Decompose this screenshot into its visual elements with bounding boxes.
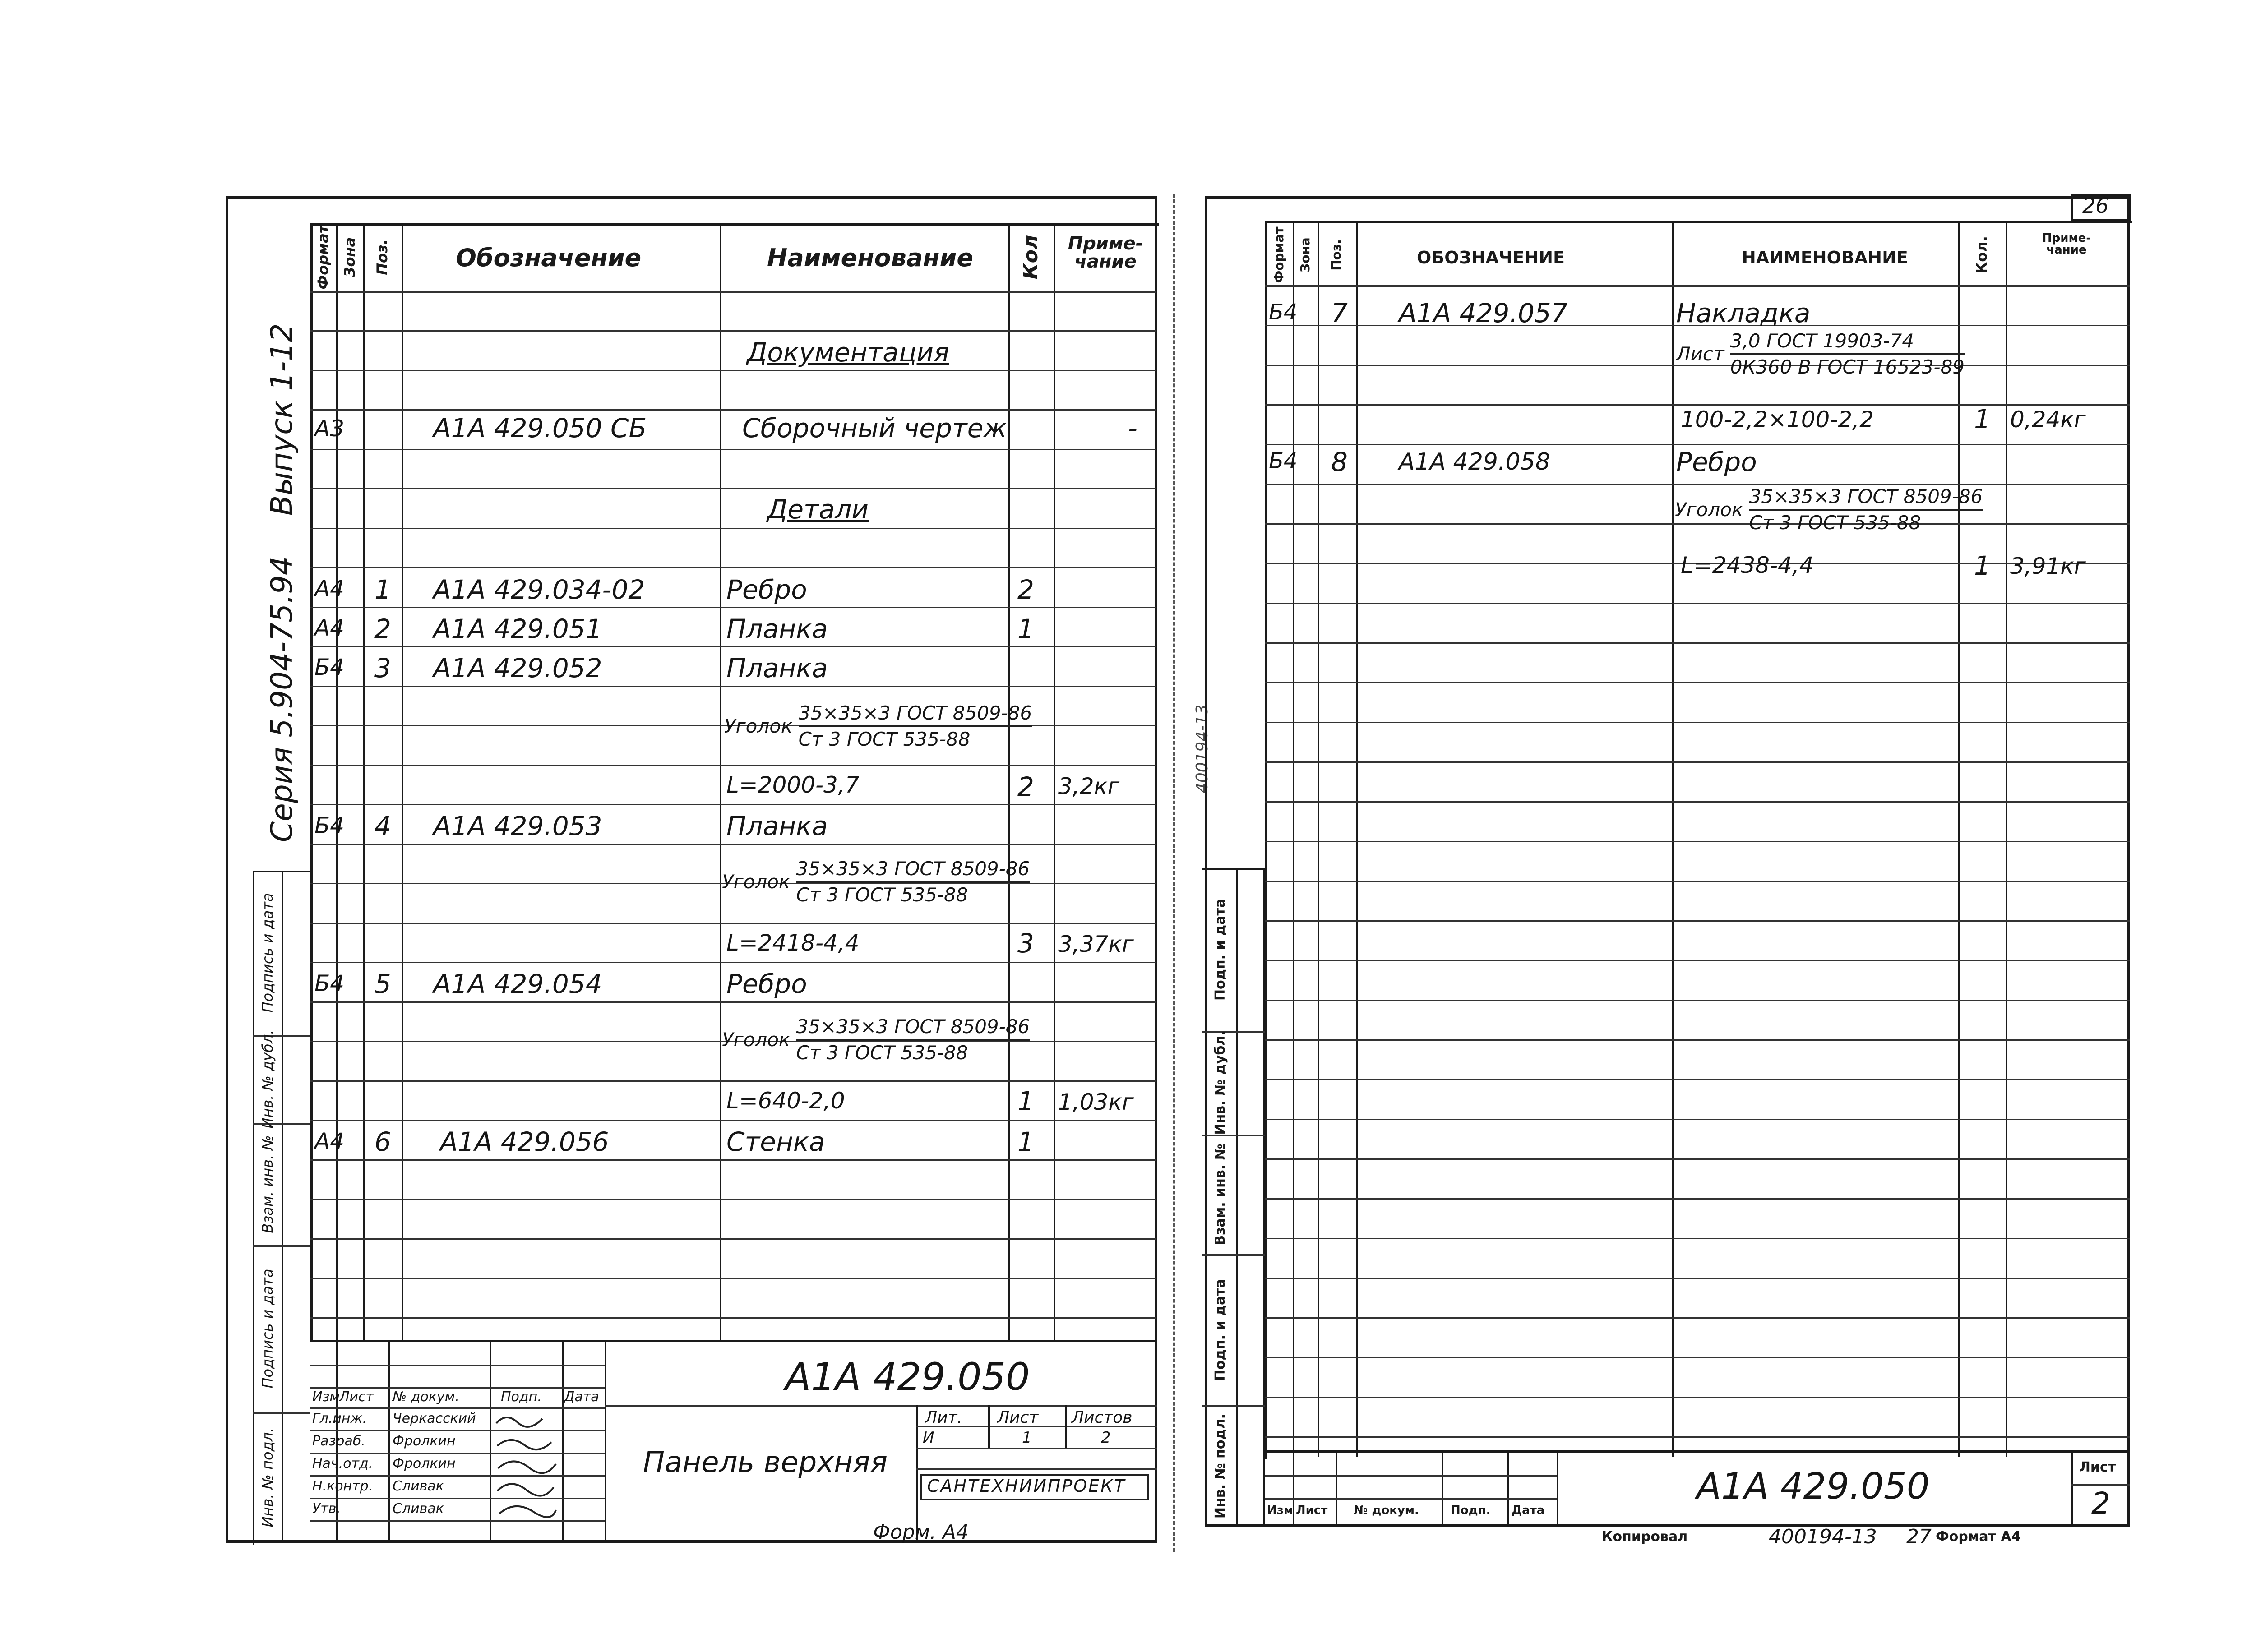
row-rule bbox=[1265, 1000, 2130, 1001]
binding-line bbox=[1173, 194, 1175, 1552]
side-label-inv-dup: Инв. № дубл. bbox=[259, 1029, 276, 1129]
role-1: Гл.инж. bbox=[312, 1411, 367, 1426]
row-rule bbox=[310, 686, 1156, 687]
header-format: Формат bbox=[314, 225, 332, 290]
r-row5-pos: 8 bbox=[1331, 447, 1348, 477]
material-denominator: Ст 3 ГОСТ 535-88 bbox=[1749, 512, 1921, 534]
row12-name: Планка bbox=[726, 811, 828, 841]
org-name: САНТЕХНИИПРОЕКТ bbox=[927, 1476, 1126, 1496]
row7-name: Планка bbox=[726, 614, 828, 644]
header-name: Наименование bbox=[767, 244, 974, 272]
row-rule bbox=[310, 923, 1156, 924]
row7-qty: 1 bbox=[1017, 614, 1034, 644]
row9-material bbox=[724, 704, 1032, 749]
material-numerator: 35×35×3 ГОСТ 8509-86 bbox=[796, 859, 1030, 883]
row-rule bbox=[1265, 1039, 2130, 1041]
footer-copied: Копировал bbox=[1602, 1529, 1688, 1545]
series-label: Серия 5.904-75.94 bbox=[264, 556, 299, 842]
row7-pos: 2 bbox=[374, 614, 391, 644]
side-label-sign-date-1: Подп. и дата bbox=[1212, 898, 1228, 1001]
row-rule bbox=[310, 1120, 1156, 1121]
row-rule bbox=[1265, 603, 2130, 604]
section-parts: Детали bbox=[767, 494, 869, 525]
r-title-code: А1А 429.050 bbox=[1697, 1465, 1930, 1507]
row16-name: Ребро bbox=[726, 969, 807, 999]
title-hdr-sheet: Лист bbox=[339, 1389, 374, 1405]
row6-designation: А1А 429.034-02 bbox=[433, 574, 645, 605]
row12-designation: А1А 429.053 bbox=[433, 811, 602, 841]
row-rule bbox=[310, 1001, 1156, 1003]
row-rule bbox=[310, 567, 1156, 568]
row-rule bbox=[310, 370, 1156, 371]
row-rule bbox=[1265, 642, 2130, 644]
header-note: Приме- чание bbox=[2042, 231, 2091, 257]
side-label-inv-orig: Инв. № подл. bbox=[259, 1427, 276, 1527]
row8-pos: 3 bbox=[374, 653, 391, 683]
row-rule bbox=[310, 1278, 1156, 1279]
row13-material bbox=[722, 859, 1030, 904]
row-rule bbox=[310, 804, 1156, 805]
row-rule bbox=[1265, 1357, 2130, 1358]
row-rule bbox=[1265, 761, 2130, 763]
material-prefix: Уголок bbox=[1675, 498, 1743, 521]
row3-name: Сборочный чертеж bbox=[742, 413, 1007, 443]
section-documentation: Документация bbox=[747, 337, 949, 368]
material-numerator: 35×35×3 ГОСТ 8509-86 bbox=[1749, 487, 1983, 511]
row-rule bbox=[1265, 881, 2130, 882]
row6-format: А4 bbox=[314, 576, 345, 602]
row-rule bbox=[310, 409, 1156, 411]
row12-format: Б4 bbox=[314, 812, 345, 839]
row3-format: А3 bbox=[314, 415, 345, 442]
side-label-sign-date-2: Подп. и дата bbox=[1212, 1278, 1228, 1381]
row20-pos: 6 bbox=[374, 1126, 391, 1157]
material-fraction bbox=[1749, 487, 1983, 532]
row20-qty: 1 bbox=[1017, 1126, 1034, 1157]
name-5: Сливак bbox=[393, 1501, 444, 1517]
row-rule bbox=[310, 962, 1156, 963]
row-rule bbox=[1265, 960, 2130, 961]
footer-format: Формат А4 bbox=[1936, 1529, 2021, 1545]
header-qty: Кол bbox=[1019, 235, 1042, 280]
r-row1-designation: А1А 429.057 bbox=[1399, 298, 1568, 328]
title-hdr-doc: № докум. bbox=[393, 1389, 459, 1405]
role-2: Разраб. bbox=[312, 1433, 365, 1449]
row-rule bbox=[310, 607, 1156, 608]
row8-name: Планка bbox=[726, 653, 828, 683]
row6-qty: 2 bbox=[1017, 574, 1034, 605]
row-rule bbox=[310, 1317, 1156, 1319]
role-5: Утв. bbox=[312, 1501, 341, 1517]
r-row4-mass: 0,24кг bbox=[2010, 406, 2086, 433]
row15-length: L=2418-4,4 bbox=[726, 930, 860, 956]
row-rule bbox=[310, 528, 1156, 529]
r-row1-format: Б4 bbox=[1269, 300, 1298, 325]
row11-mass: 3,2кг bbox=[1058, 773, 1119, 799]
header-name: НАИМЕНОВАНИЕ bbox=[1742, 248, 1908, 268]
header-pos: Поз. bbox=[374, 239, 391, 275]
header-designation: Обозначение bbox=[456, 244, 642, 272]
row-rule bbox=[310, 330, 1156, 332]
row-rule bbox=[1265, 1079, 2130, 1080]
row8-designation: А1А 429.052 bbox=[433, 653, 602, 683]
row-rule bbox=[1265, 444, 2130, 445]
row6-name: Ребро bbox=[726, 574, 807, 605]
row-rule bbox=[1265, 1238, 2130, 1239]
row11-qty: 2 bbox=[1017, 771, 1034, 802]
header-format: Формат bbox=[1271, 226, 1286, 283]
material-numerator: 35×35×3 ГОСТ 8509-86 bbox=[799, 704, 1032, 727]
row-rule bbox=[310, 1159, 1156, 1161]
center-stamp-1: 400194-13 bbox=[1193, 704, 1211, 794]
issue-label: Выпуск 1-12 bbox=[264, 323, 299, 516]
material-numerator: 35×35×3 ГОСТ 8509-86 bbox=[796, 1017, 1030, 1041]
row-rule bbox=[310, 488, 1156, 489]
title-code: А1А 429.050 bbox=[785, 1355, 1030, 1399]
r-row5-format: Б4 bbox=[1269, 448, 1298, 474]
row-rule bbox=[310, 765, 1156, 766]
row-rule bbox=[1265, 722, 2130, 723]
title-hdr-change: Изм bbox=[312, 1389, 340, 1405]
row20-designation: А1А 429.056 bbox=[440, 1126, 609, 1157]
material-fraction bbox=[1730, 332, 1965, 377]
lit-value: И bbox=[923, 1429, 934, 1447]
footer-page: 27 bbox=[1906, 1525, 1932, 1548]
right-side-stamp bbox=[1202, 868, 1265, 1529]
row16-format: Б4 bbox=[314, 970, 345, 997]
row17-material bbox=[722, 1017, 1030, 1062]
row15-mass: 3,37кг bbox=[1058, 931, 1134, 957]
row20-format: А4 bbox=[314, 1128, 345, 1154]
row-rule bbox=[1265, 1436, 2130, 1438]
r-row8-length: L=2438-4,4 bbox=[1681, 552, 1814, 578]
side-label-sign-date-1: Подпись и дата bbox=[259, 893, 276, 1013]
row-rule bbox=[1265, 682, 2130, 683]
row19-mass: 1,03кг bbox=[1058, 1089, 1134, 1115]
row15-qty: 3 bbox=[1017, 928, 1034, 959]
name-4: Сливак bbox=[393, 1478, 444, 1494]
name-1: Черкасский bbox=[393, 1411, 476, 1426]
r-row5-designation: А1А 429.058 bbox=[1399, 448, 1550, 475]
row7-format: А4 bbox=[314, 615, 345, 641]
row19-qty: 1 bbox=[1017, 1086, 1034, 1117]
footer-order: 400194-13 bbox=[1769, 1525, 1877, 1548]
row-rule bbox=[1265, 484, 2130, 485]
title-hdr-sign: Подп. bbox=[501, 1389, 542, 1405]
row-rule bbox=[310, 449, 1156, 450]
header-zone: Зона bbox=[341, 237, 358, 277]
r-title-hdr-doc: № докум. bbox=[1354, 1504, 1419, 1517]
row6-pos: 1 bbox=[374, 574, 391, 605]
row12-pos: 4 bbox=[374, 811, 391, 841]
material-denominator: Ст 3 ГОСТ 535-88 bbox=[796, 884, 968, 906]
r-title-hdr-sheet: Лист bbox=[1296, 1504, 1328, 1517]
row-rule bbox=[1265, 1119, 2130, 1120]
r-row1-name: Накладка bbox=[1676, 298, 1811, 328]
row-rule bbox=[310, 1199, 1156, 1200]
material-fraction bbox=[796, 859, 1030, 904]
row-rule bbox=[1265, 404, 2130, 406]
title-name: Панель верхняя bbox=[643, 1446, 888, 1479]
row-rule bbox=[1265, 920, 2130, 922]
material-prefix: Лист bbox=[1676, 343, 1724, 365]
material-fraction bbox=[796, 1017, 1030, 1062]
material-fraction bbox=[799, 704, 1032, 749]
side-label-sign-date-2: Подпись и дата bbox=[259, 1269, 276, 1389]
sheet-label: Лист bbox=[997, 1408, 1039, 1427]
header-qty: Кол. bbox=[1973, 236, 1990, 274]
side-label-inv-orig: Инв. № подл. bbox=[1212, 1413, 1228, 1519]
row16-designation: А1А 429.054 bbox=[433, 969, 602, 999]
row11-length: L=2000-3,7 bbox=[726, 772, 860, 798]
r-title-hdr-date: Дата bbox=[1512, 1504, 1545, 1517]
sheets-value: 2 bbox=[1101, 1429, 1111, 1447]
side-label-replace-inv: Взам. инв. № bbox=[1212, 1144, 1228, 1246]
row-rule bbox=[310, 1238, 1156, 1240]
lit-label: Лит. bbox=[925, 1408, 962, 1427]
header-zone: Зона bbox=[1298, 237, 1313, 272]
r-row4-size: 100-2,2×100-2,2 bbox=[1681, 406, 1874, 433]
r-row5-name: Ребро bbox=[1676, 447, 1757, 477]
role-3: Нач.отд. bbox=[312, 1456, 373, 1472]
row-rule bbox=[310, 844, 1156, 845]
r-row4-qty: 1 bbox=[1974, 404, 1991, 434]
row16-pos: 5 bbox=[374, 969, 391, 999]
r-row2-material bbox=[1676, 332, 1965, 377]
side-label-replace-inv: Взам. инв. № bbox=[259, 1135, 276, 1233]
row-rule bbox=[1265, 841, 2130, 842]
row-rule bbox=[1265, 1158, 2130, 1160]
row-rule bbox=[1265, 1278, 2130, 1279]
material-prefix: Уголок bbox=[724, 715, 793, 737]
name-2: Фролкин bbox=[393, 1433, 456, 1449]
side-label-inv-dup: Инв. № дубл. bbox=[1212, 1030, 1228, 1135]
r-title-hdr-sign: Подп. bbox=[1451, 1504, 1491, 1517]
r-row6-material bbox=[1675, 487, 1983, 532]
row-rule bbox=[1265, 1317, 2130, 1319]
r-row1-pos: 7 bbox=[1331, 298, 1348, 328]
page-number: 26 bbox=[2082, 194, 2109, 218]
r-title-hdr-change: Изм bbox=[1267, 1504, 1294, 1517]
name-3: Фролкин bbox=[393, 1456, 456, 1472]
material-prefix: Уголок bbox=[722, 871, 791, 893]
row19-length: L=640-2,0 bbox=[726, 1088, 845, 1114]
material-prefix: Уголок bbox=[722, 1029, 791, 1051]
left-footer-format: Форм. А4 bbox=[873, 1521, 969, 1544]
r-row8-qty: 1 bbox=[1974, 550, 1991, 581]
row-rule bbox=[1265, 1397, 2130, 1398]
row7-designation: А1А 429.051 bbox=[433, 614, 602, 644]
row3-designation: А1А 429.050 СБ bbox=[433, 413, 647, 443]
material-denominator: Ст 3 ГОСТ 535-88 bbox=[796, 1042, 968, 1064]
material-numerator: 3,0 ГОСТ 19903-74 bbox=[1730, 332, 1965, 355]
row-rule bbox=[310, 646, 1156, 647]
material-denominator: Ст 3 ГОСТ 535-88 bbox=[798, 728, 971, 750]
row-rule bbox=[1265, 1198, 2130, 1200]
material-denominator: 0К360 В ГОСТ 16523-89 bbox=[1730, 356, 1965, 378]
r-sheet-value: 2 bbox=[2091, 1486, 2110, 1521]
header-note: Приме- чание bbox=[1068, 233, 1143, 272]
r-row8-mass: 3,91кг bbox=[2010, 553, 2086, 579]
sheets-label: Листов bbox=[1072, 1408, 1133, 1427]
header-designation: ОБОЗНАЧЕНИЕ bbox=[1417, 248, 1565, 268]
row3-note: - bbox=[1128, 413, 1137, 443]
sheet-value: 1 bbox=[1022, 1429, 1032, 1447]
r-sheet-label: Лист bbox=[2079, 1459, 2116, 1475]
title-hdr-date: Дата bbox=[564, 1389, 599, 1405]
role-4: Н.контр. bbox=[312, 1478, 373, 1494]
row-rule bbox=[310, 1080, 1156, 1082]
row-rule bbox=[1265, 801, 2130, 803]
row8-format: Б4 bbox=[314, 654, 345, 680]
row20-name: Стенка bbox=[726, 1126, 825, 1157]
header-pos: Поз. bbox=[1329, 239, 1344, 271]
signatures-scribble bbox=[493, 1410, 560, 1520]
